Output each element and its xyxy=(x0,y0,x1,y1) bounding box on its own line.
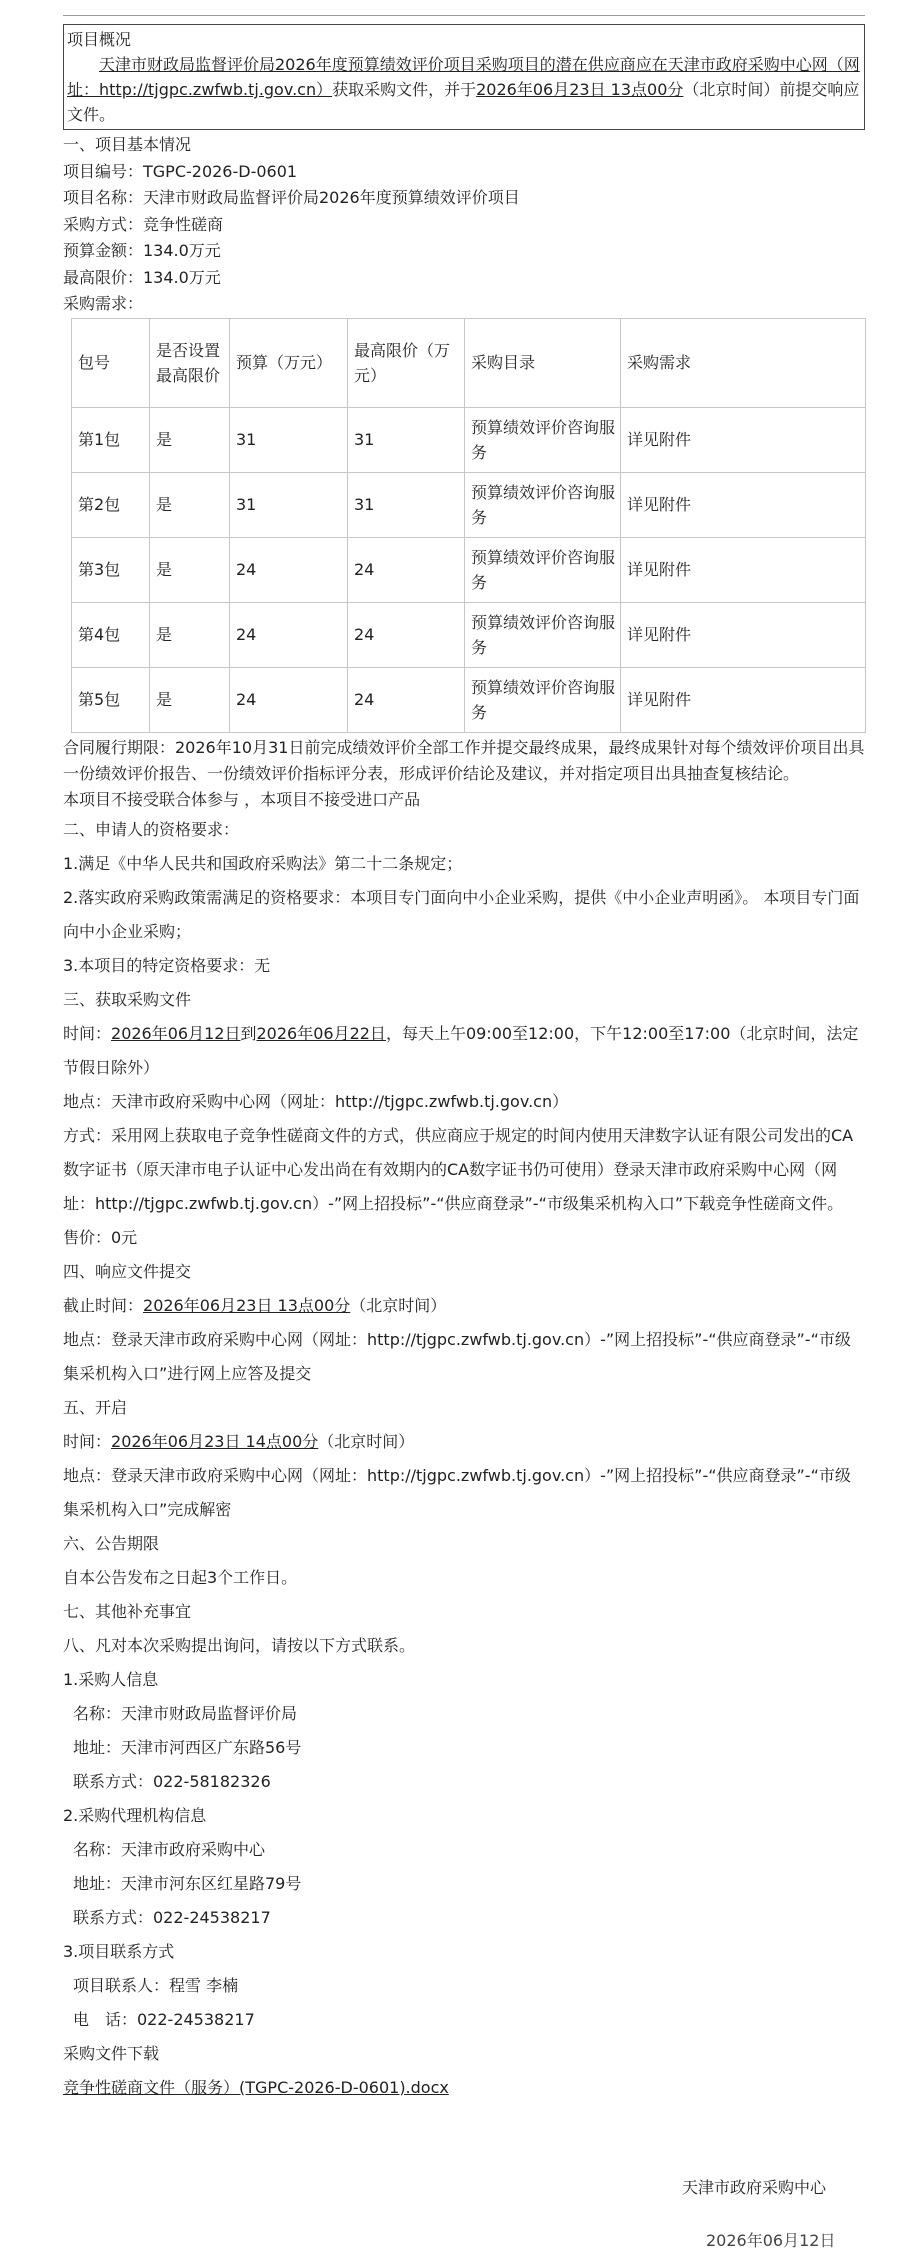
cell-package: 第2包 xyxy=(72,472,150,537)
cell-catalog: 预算绩效评价咨询服务 xyxy=(465,407,621,472)
open-place: 地点：登录天津市政府采购中心网（网址：http://tjgpc.zwfwb.tj.gov.cn）-”网上招投标”-“供应商登录”-“市级集采机构入口”完成解密 xyxy=(63,1465,851,1519)
project-contact-phone: 电 话：022-24538217 xyxy=(73,2009,255,2029)
cell-budget: 31 xyxy=(230,407,348,472)
cell-has-max: 是 xyxy=(150,407,230,472)
overview-title: 项目概况 xyxy=(67,30,132,49)
cell-budget: 24 xyxy=(230,602,348,667)
cell-max-price: 31 xyxy=(348,407,465,472)
project-name: 项目名称：天津市财政局监督评价局2026年度预算绩效评价项目 xyxy=(63,188,520,207)
cell-has-max: 是 xyxy=(150,537,230,602)
obtain-time-rest: ，每天上午09:00至12:00，下午12:00至17:00（北京时间，法定节假日除外） xyxy=(63,1023,859,1077)
cell-demand: 详见附件 xyxy=(621,472,866,537)
cell-demand: 详见附件 xyxy=(621,407,866,472)
buyer-phone: 联系方式：022-58182326 xyxy=(73,1771,271,1791)
notice-page xyxy=(63,24,865,2105)
agent-address: 地址：天津市河东区红星路79号 xyxy=(73,1873,302,1893)
download-file-link[interactable]: 竞争性磋商文件（服务）(TGPC-2026-D-0601).docx xyxy=(63,2077,449,2097)
table-header-row xyxy=(72,318,866,407)
section-contact-heading: 八、凡对本次采购提出询问，请按以下方式联系。 xyxy=(63,1635,416,1655)
top-divider xyxy=(63,15,865,16)
obtain-time xyxy=(63,1017,865,1085)
project-contact-heading: 3.项目联系方式 xyxy=(63,1941,175,1961)
cell-demand: 详见附件 xyxy=(621,602,866,667)
package-table xyxy=(71,318,866,733)
section-other-heading: 七、其他补充事宜 xyxy=(63,1601,192,1621)
procurement-method: 采购方式：竞争性磋商 xyxy=(63,214,224,234)
obtain-time-start: 2026年06月12日 xyxy=(111,1023,241,1043)
table-row xyxy=(72,667,866,732)
open-time-value: 2026年06月23日 14点00分 xyxy=(111,1431,319,1451)
section-qualification-heading: 二、申请人的资格要求： xyxy=(63,819,240,839)
section-basic-heading: 一、项目基本情况 xyxy=(63,135,192,154)
cell-package: 第5包 xyxy=(72,667,150,732)
buyer-heading: 1.采购人信息 xyxy=(63,1669,159,1689)
open-time-label: 时间： xyxy=(63,1431,112,1451)
submit-deadline-tz: （北京时间） xyxy=(350,1295,447,1315)
buyer-address: 地址：天津市河西区广东路56号 xyxy=(73,1737,302,1757)
cell-demand: 详见附件 xyxy=(621,667,866,732)
header-budget: 预算（万元） xyxy=(230,318,348,407)
agent-heading: 2.采购代理机构信息 xyxy=(63,1805,207,1825)
header-package: 包号 xyxy=(72,318,150,407)
section-open-heading: 五、开启 xyxy=(63,1397,128,1417)
table-row xyxy=(72,407,866,472)
overview-text-1: 天津市财政局监督评价局2026年度预算绩效评价项目采购项目的潜在供应商应在天津市政府采购中心网（网址：http://tjgpc.zwfwb.tj.gov.cn） xyxy=(67,55,860,99)
cell-catalog: 预算绩效评价咨询服务 xyxy=(465,537,621,602)
cell-catalog: 预算绩效评价咨询服务 xyxy=(465,667,621,732)
submit-deadline-label: 截止时间： xyxy=(63,1295,144,1315)
cell-has-max: 是 xyxy=(150,472,230,537)
submit-place: 地点：登录天津市政府采购中心网（网址：http://tjgpc.zwfwb.tj.gov.cn）-”网上招投标”-“供应商登录”-“市级集采机构入口”进行网上应答及提交 xyxy=(63,1329,851,1383)
agent-phone: 联系方式：022-24538217 xyxy=(73,1907,271,1927)
cell-max-price: 31 xyxy=(348,472,465,537)
submit-deadline-value: 2026年06月23日 13点00分 xyxy=(143,1295,351,1315)
section-submit-heading: 四、响应文件提交 xyxy=(63,1261,192,1281)
header-catalog: 采购目录 xyxy=(465,318,621,407)
qualification-1: 1.满足《中华人民共和国政府采购法》第二十二条规定； xyxy=(63,853,463,873)
period-text: 自本公告发布之日起3个工作日。 xyxy=(63,1567,298,1587)
cell-budget: 31 xyxy=(230,472,348,537)
cell-max-price: 24 xyxy=(348,667,465,732)
table-row xyxy=(72,602,866,667)
contract-period: 合同履行期限：2026年10月31日前完成绩效评价全部工作并提交最终成果，最终成果针对每个绩效评价项目出具一份绩效评价报告、一份绩效评价指标评分表，形成评价结论及建议，并对指定项目出具抽查复核结论。 xyxy=(63,737,865,783)
download-item xyxy=(63,2071,865,2105)
cell-package: 第4包 xyxy=(72,602,150,667)
open-time-tz: （北京时间） xyxy=(318,1431,415,1451)
cell-catalog: 预算绩效评价咨询服务 xyxy=(465,602,621,667)
overview-text xyxy=(67,52,862,127)
obtain-time-end: 2026年06月22日 xyxy=(256,1023,386,1043)
cell-package: 第1包 xyxy=(72,407,150,472)
obtain-place: 地点：天津市政府采购中心网（网址：http://tjgpc.zwfwb.tj.gov.cn） xyxy=(63,1091,569,1111)
header-max-price: 最高限价（万元） xyxy=(348,318,465,407)
cell-has-max: 是 xyxy=(150,667,230,732)
header-demand: 采购需求 xyxy=(621,318,866,407)
cell-package: 第3包 xyxy=(72,537,150,602)
signature-org: 天津市政府采购中心 xyxy=(682,2178,827,2197)
download-heading: 采购文件下载 xyxy=(63,2043,160,2063)
table-row xyxy=(72,472,866,537)
no-consortium-note: 本项目不接受联合体参与 ，本项目不接受进口产品 xyxy=(63,789,421,809)
qualification-3: 3.本项目的特定资格要求：无 xyxy=(63,955,271,975)
cell-max-price: 24 xyxy=(348,602,465,667)
buyer-name: 名称：天津市财政局监督评价局 xyxy=(73,1703,298,1723)
cell-budget: 24 xyxy=(230,667,348,732)
qualification-2: 2.落实政府采购政策需满足的资格要求：本项目专门面向中小企业采购，提供《中小企业声明函》。 本项目专门面向中小企业采购； xyxy=(63,887,860,941)
project-contact-person: 项目联系人：程雪 李楠 xyxy=(73,1975,239,1995)
overview-deadline: 2026年06月23日 13点00分 xyxy=(476,80,684,99)
submit-deadline xyxy=(63,1289,865,1323)
package-table-wrap xyxy=(63,318,865,733)
budget-amount: 预算金额：134.0万元 xyxy=(63,241,221,260)
cell-has-max: 是 xyxy=(150,602,230,667)
cell-max-price: 24 xyxy=(348,537,465,602)
cell-catalog: 预算绩效评价咨询服务 xyxy=(465,472,621,537)
open-time xyxy=(63,1425,865,1459)
cell-budget: 24 xyxy=(230,537,348,602)
header-has-max: 是否设置最高限价 xyxy=(150,318,230,407)
overview-text-3: （北京时间）前提交响应文件。 xyxy=(67,80,860,124)
project-code: 项目编号：TGPC-2026-D-0601 xyxy=(63,161,298,181)
agent-name: 名称：天津市政府采购中心 xyxy=(73,1839,266,1859)
overview-text-2: 获取采购文件，并于 xyxy=(332,80,477,99)
publish-date: 2026年06月12日 xyxy=(706,2231,836,2250)
cell-demand: 详见附件 xyxy=(621,537,866,602)
overview-box xyxy=(63,24,865,130)
section-obtain-heading: 三、获取采购文件 xyxy=(63,989,192,1009)
procurement-demand-label: 采购需求： xyxy=(63,294,144,313)
obtain-time-label: 时间： xyxy=(63,1023,112,1043)
section-period-heading: 六、公告期限 xyxy=(63,1533,160,1553)
obtain-method: 方式：采用网上获取电子竞争性磋商文件的方式，供应商应于规定的时间内使用天津数字认证有限公司发出的CA数字证书（原天津市电子认证中心发出尚在有效期内的CA数字证书仍可使用）登录天津市政府采购中心网（网址：http://tjgpc.zwfwb.tj.gov.cn）-”网上招投标”-“供应商登录”-“市级集采机构入口”下载竞争性磋商文件。 xyxy=(63,1125,854,1213)
max-price: 最高限价：134.0万元 xyxy=(63,267,221,287)
obtain-price: 售价：0元 xyxy=(63,1227,138,1247)
table-row xyxy=(72,537,866,602)
obtain-time-to: 到 xyxy=(240,1023,257,1043)
